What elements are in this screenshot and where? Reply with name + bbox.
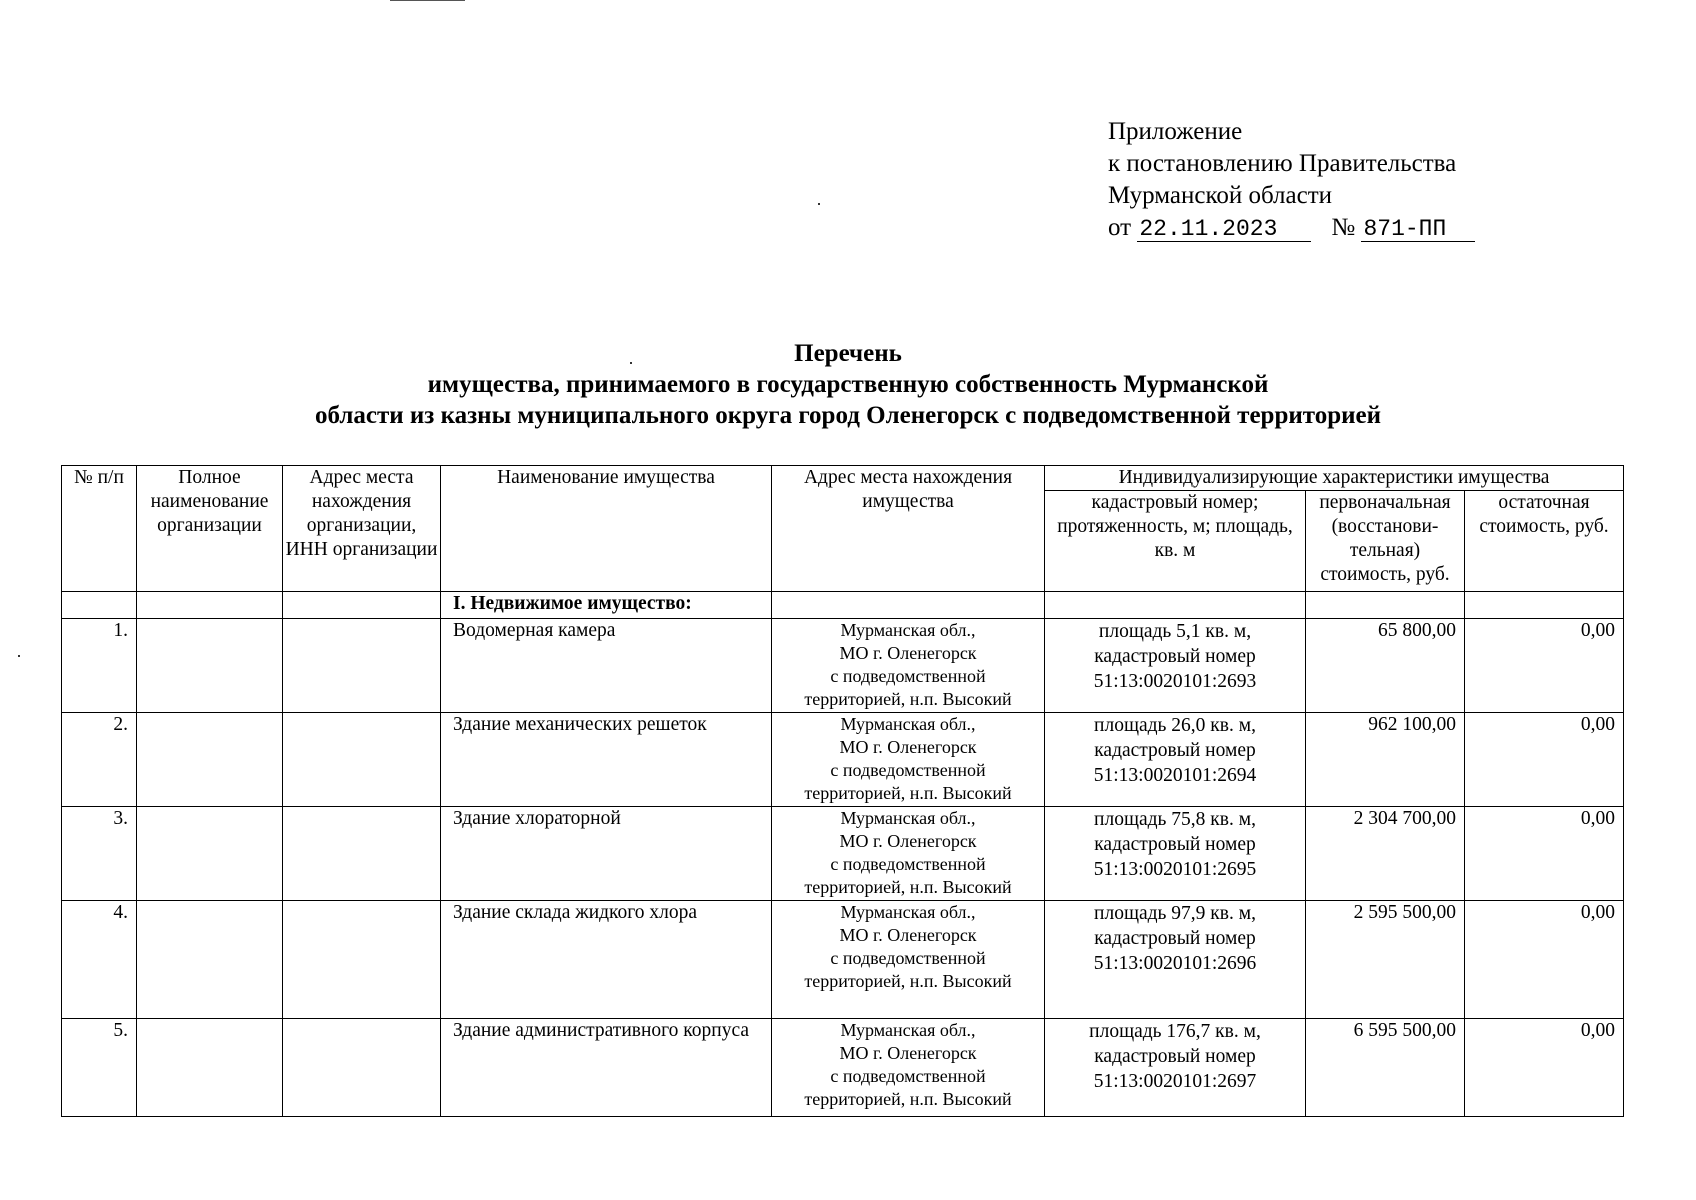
title-line-1: Перечень [794,340,902,367]
row-property-address [772,807,1045,901]
row-residual-cost: 0,00 [1465,619,1624,713]
row-org-name [137,807,283,901]
cadastral-number: 51:13:0020101:2694 [1093,765,1257,786]
cadastral-label: кадастровый номер [1094,1046,1256,1067]
date-value: 22.11.2023 [1137,217,1311,242]
table-row [62,713,1624,807]
address-line: территорией, н.п. Высокий [804,971,1012,991]
address-line: МО г. Оленегорск [839,737,977,757]
appendix-block [1108,116,1475,244]
header-property-name: Наименование имущества [441,466,772,592]
cadastral-number: 51:13:0020101:2695 [1093,859,1257,880]
row-cadastral [1045,619,1306,713]
row-property-name: Здание хлораторной [441,807,772,901]
address-line: территорией, н.п. Высокий [804,877,1012,897]
row-initial-cost: 65 800,00 [1306,619,1465,713]
row-cadastral [1045,807,1306,901]
appendix-line-3: Мурманской области [1108,182,1333,209]
address-line: МО г. Оленегорск [839,1043,977,1063]
header-residual-cost: остаточная стоимость, руб. [1465,491,1624,592]
row-org-address [283,901,441,1019]
cadastral-label: кадастровый номер [1094,928,1256,949]
row-num: 3. [62,807,137,901]
row-org-name [137,901,283,1019]
header-num: № п/п [62,466,137,592]
table-row [62,901,1624,1019]
section-row [62,592,1624,619]
title-line-3: области из казны муниципального округа город Оленегорск с подведомственной территорией [314,402,1382,429]
row-num: 1. [62,619,137,713]
row-num: 5. [62,1019,137,1117]
row-residual-cost: 0,00 [1465,901,1624,1019]
address-line: с подведомственной [830,854,986,874]
table-row [62,619,1624,713]
row-org-name [137,1019,283,1117]
row-residual-cost: 0,00 [1465,1019,1624,1117]
header-org-name: Полное наименование организации [137,466,283,592]
address-line: территорией, н.п. Высокий [804,689,1012,709]
row-property-name: Здание механических решеток [441,713,772,807]
header-characteristics: Индивидуализирующие характеристики имущества [1045,466,1624,491]
address-line: Мурманская обл., [840,902,976,922]
row-org-address [283,1019,441,1117]
row-org-address [283,713,441,807]
scan-artifact-dot [18,655,20,657]
address-line: с подведомственной [830,1066,986,1086]
row-property-name: Здание склада жидкого хлора [441,901,772,1019]
row-org-name [137,619,283,713]
area-value: площадь 5,1 кв. м, [1098,621,1252,642]
row-num: 2. [62,713,137,807]
row-num: 4. [62,901,137,1019]
appendix-line-2: к постановлению Правительства [1108,150,1457,177]
address-line: с подведомственной [830,666,986,686]
cadastral-number: 51:13:0020101:2697 [1093,1071,1257,1092]
title-line-2: имущества, принимаемого в государственную собственность Мурманской [427,371,1269,398]
cadastral-label: кадастровый номер [1094,740,1256,761]
address-line: территорией, н.п. Высокий [804,1089,1012,1109]
address-line: Мурманская обл., [840,808,976,828]
scan-artifact-line [390,0,465,1]
row-cadastral [1045,1019,1306,1117]
row-initial-cost: 2 595 500,00 [1306,901,1465,1019]
table-row [62,1019,1624,1117]
header-property-address: Адрес места нахождения имущества [772,466,1045,592]
row-property-address [772,713,1045,807]
row-cadastral [1045,713,1306,807]
address-line: Мурманская обл., [840,620,976,640]
cadastral-label: кадастровый номер [1094,834,1256,855]
row-property-name: Здание административного корпуса [441,1019,772,1117]
address-line: МО г. Оленегорск [839,925,977,945]
property-table [61,465,1624,1117]
row-cadastral [1045,901,1306,1019]
address-line: с подведомственной [830,760,986,780]
address-line: с подведомственной [830,948,986,968]
row-residual-cost: 0,00 [1465,807,1624,901]
row-residual-cost: 0,00 [1465,713,1624,807]
address-line: МО г. Оленегорск [839,643,977,663]
address-line: МО г. Оленегорск [839,831,977,851]
table-row [62,807,1624,901]
cadastral-label: кадастровый номер [1094,646,1256,667]
row-property-address [772,1019,1045,1117]
row-property-name: Водомерная камера [441,619,772,713]
cadastral-number: 51:13:0020101:2696 [1093,953,1257,974]
header-initial-cost: первоначальная (восстанови-тельная) стоимость, руб. [1306,491,1465,592]
row-org-address [283,619,441,713]
row-property-address [772,901,1045,1019]
scan-artifact-dot [818,203,820,205]
area-value: площадь 97,9 кв. м, [1094,903,1256,924]
header-org-address: Адрес места нахождения организации, ИНН организации [283,466,441,592]
row-org-address [283,807,441,901]
area-value: площадь 26,0 кв. м, [1094,715,1256,736]
number-value: 871-ПП [1361,217,1475,242]
address-line: территорией, н.п. Высокий [804,783,1012,803]
date-prefix: от [1108,214,1132,241]
number-prefix: № [1331,214,1356,241]
address-line: Мурманская обл., [840,714,976,734]
area-value: площадь 75,8 кв. м, [1094,809,1256,830]
row-initial-cost: 6 595 500,00 [1306,1019,1465,1117]
section-label: I. Недвижимое имущество: [441,592,772,619]
document-title [0,338,1696,431]
area-value: площадь 176,7 кв. м, [1089,1021,1261,1042]
row-initial-cost: 962 100,00 [1306,713,1465,807]
appendix-date-line [1108,212,1475,244]
cadastral-number: 51:13:0020101:2693 [1093,671,1257,692]
header-cadastral: кадастровый номер; протяженность, м; площадь, кв. м [1045,491,1306,592]
row-initial-cost: 2 304 700,00 [1306,807,1465,901]
address-line: Мурманская обл., [840,1020,976,1040]
appendix-line-1: Приложение [1108,118,1243,145]
row-property-address [772,619,1045,713]
row-org-name [137,713,283,807]
